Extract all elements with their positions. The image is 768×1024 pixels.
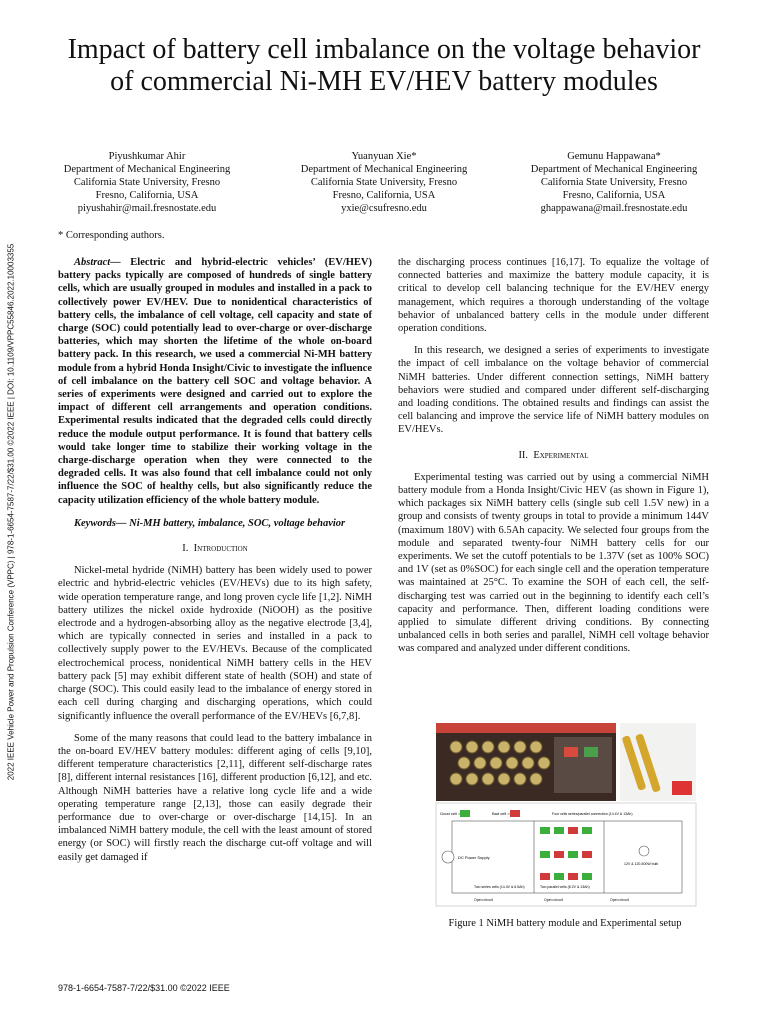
- figure-1: [434, 723, 698, 908]
- abstract: [58, 256, 372, 507]
- abstract-text: Electric and hybrid-electric vehicles’ (EV/HEV) battery packs typically are composed of hundreds of single battery cells, which are usually grouped in modules and installed in a pack to collectively power EV/HEV. Due to nonidentical characteristics of battery cells, the imbalance of cell voltage, cell capacity and state of charge (SOC) could potentially lead to over-charge or over-discharge batteries, which may shorten the lifetime of the whole on-board battery pack. In this research, we used a commercial Ni-MH battery module from a hybrid Honda Insight/Civic to investigate the influence of cell imbalance on the battery cell SOC and voltage behavior. A series of experiments were designed and carried out to explore the impact of different cell arrangements and operation conditions. Experimental results indicated that the degraded cells could directly reduce the module output performance. It is found that battery cells would take longer time to stabilize their working voltage in the charge-discharge operation when they were connected to the degraded cells. It was also found that cell imbalance could not only influence the SOC of healthy cells, but also significantly reduce the capacity utilization efficiency of the whole battery module.: [58, 257, 372, 506]
- author-univ: California State University, Fresno: [540, 177, 688, 188]
- good-cell-label: Good cell =: [440, 811, 461, 816]
- power-supply-label: DC Power Supply: [458, 855, 490, 860]
- left-column: [58, 256, 372, 864]
- keywords: Keywords— Ni-MH battery, imbalance, SOC, voltage behavior: [74, 517, 346, 529]
- load-label: 12V & 120-500W bulb: [624, 862, 659, 866]
- author-email[interactable]: ghappawana@mail.fresnostate.edu: [540, 203, 688, 214]
- author-dept: Department of Mechanical Engineering: [530, 164, 698, 175]
- paper-title: Impact of battery cell imbalance on the voltage behavior of commercial Ni-MH EV/HEV battery modules: [67, 34, 701, 97]
- author-block-3: [499, 150, 729, 215]
- right-column: [398, 256, 709, 656]
- doi-sidebar-text: 2022 IEEE Vehicle Power and Propulsion Conference (VPPC) | 978-1-6654-7587-7/22/$31.00 ©2022 IEEE | DOI: 10.1109/VPPC55846.2022.10003355: [6, 243, 16, 781]
- bulb-symbol: [639, 846, 649, 856]
- footer-copyright: 978-1-6654-7587-7/22/$31.00 ©2022 IEEE: [58, 983, 230, 993]
- right-paragraph-2: In this research, we designed a series of experiments to investigate the impact of cell imbalance on the voltage behavior of commercial NiMH batteries. Under different connection settings, NiMH battery behaviors were studied and compared under different self-discharging and loading conditions. The obtained results and findings can assist the cell balancing and improve the service life of NiMH battery modules on EV/HEVs.: [398, 345, 709, 436]
- author-email[interactable]: piyushahir@mail.fresnostate.edu: [77, 203, 217, 214]
- author-city: Fresno, California, USA: [332, 190, 436, 201]
- open-circuit-label-2: Open circuit: [544, 898, 563, 902]
- series-label: Two series cells (14.4V & 6.5Ah): [474, 885, 525, 889]
- author-city: Fresno, California, USA: [95, 190, 199, 201]
- section-heading-experimental: II. Experimental: [518, 449, 589, 461]
- abstract-label: Abstract—: [74, 257, 121, 268]
- open-circuit-label-3: Open circuit: [610, 898, 629, 902]
- section-heading-introduction: I. Introduction: [182, 543, 248, 555]
- open-circuit-label-1: Open circuit: [474, 898, 493, 902]
- author-name: Gemunu Happawana*: [567, 151, 661, 162]
- intro-paragraph-2: Some of the many reasons that could lead to the battery imbalance in the on-board EV/HEV battery modules: different aging of cells [9,10], different temperature characteristics [2,11], different self-discharge rates [8], different internal resistances [16], different production [6,12], and etc. Although NiMH batteries have a relative long cycle life and a wide operating temperature range [2,13], those can easily degrade their performance due to over-charge or over-discharge [14,15]. In an imbalanced NiMH battery module, the cell with the least amount of stored energy (or SOC) will firstly reach the discharge cut-off voltage and will easily get damaged if: [58, 732, 372, 863]
- author-dept: Department of Mechanical Engineering: [63, 164, 231, 175]
- author-name: Yuanyuan Xie*: [351, 151, 417, 162]
- power-supply-symbol: [442, 851, 454, 863]
- author-email[interactable]: yxie@csufresno.edu: [341, 203, 427, 214]
- author-univ: California State University, Fresno: [310, 177, 458, 188]
- author-city: Fresno, California, USA: [562, 190, 666, 201]
- figure-1-graphic: [434, 723, 698, 908]
- doi-sidebar: [4, 212, 18, 812]
- right-paragraph-1: the discharging process continues [16,17]. To equalize the voltage of connected batteries and maximize the battery module capacity, it is critical to develop cell balancing technique for the EV/HEV energy management, which requires a thorough understanding of the voltage behavior of unbalanced battery cells in the module under different operation conditions.: [398, 257, 709, 335]
- author-dept: Department of Mechanical Engineering: [300, 164, 468, 175]
- experimental-paragraph-1: Experimental testing was carried out by using a commercial NiMH battery module from a Honda Insight/Civic HEV (as shown in Figure 1), which packages six NiMH battery cells (single sub cell 1.5V new) in a group and consists of twenty groups in total to provide a minimum 144V (maximum 180V) with 6.5Ah capacity. We selected four groups from the module and separated twenty-four NiMH battery cells for our experiments. We set the cutoff potentials to be 1.37V (set as 100% SOC) and 1V (set as 0%SOC) for each single cell and the operation temperature was maintained at 25°C. To examine the SOH of each cell, the self-discharging test was carried out in the beginning to identify each cell’s capacity and performance. Then, different loading conditions were applied to simulate different driving conditions. By connecting unbalanced cells in both series and parallel, NiMH cell voltage behavior was compared and analyzed under different conditions.: [398, 471, 709, 655]
- bad-cell-label: Bad cell =: [492, 811, 510, 816]
- author-name: Piyushkumar Ahir: [108, 151, 186, 162]
- author-block-1: [32, 150, 262, 215]
- figure-caption: Figure 1 NiMH battery module and Experimental setup: [448, 918, 682, 929]
- combo-label: Four cells series/parallel connection (14.4V & 13Ah): [552, 812, 633, 816]
- author-block-2: [269, 150, 499, 215]
- corresponding-note: * Corresponding authors.: [58, 230, 165, 241]
- intro-paragraph-1: Nickel-metal hydride (NiMH) battery has been widely used to power electric and hybrid-electric vehicles (EV/HEVs) due to its high safety, wide operation temperature range, and long proven cycle life [1,2]. NiMH battery utilizes the nickel oxide hydroxide (NiOOH) as the positive electrode and a hydrogen-absorbing alloy as the negative electrode [3,4], which are typically connected in series and installed in a pack to collectively supply power to the EV/HEVs. Because of the complicated electrochemical process, nonidentical NiMH battery cells in the HEV battery pack [5] may exhibit different state of health (SOH) and state of charge (SOC). This could easily lead to the imbalance of energy stored in each cell during charging and discharging operations, which could significantly influence the overall performance of the EV/HEVs [6,7,8].: [58, 565, 372, 722]
- parallel-label: Two parallel cells (8.2V & 13Ah): [540, 885, 590, 889]
- author-univ: California State University, Fresno: [73, 177, 221, 188]
